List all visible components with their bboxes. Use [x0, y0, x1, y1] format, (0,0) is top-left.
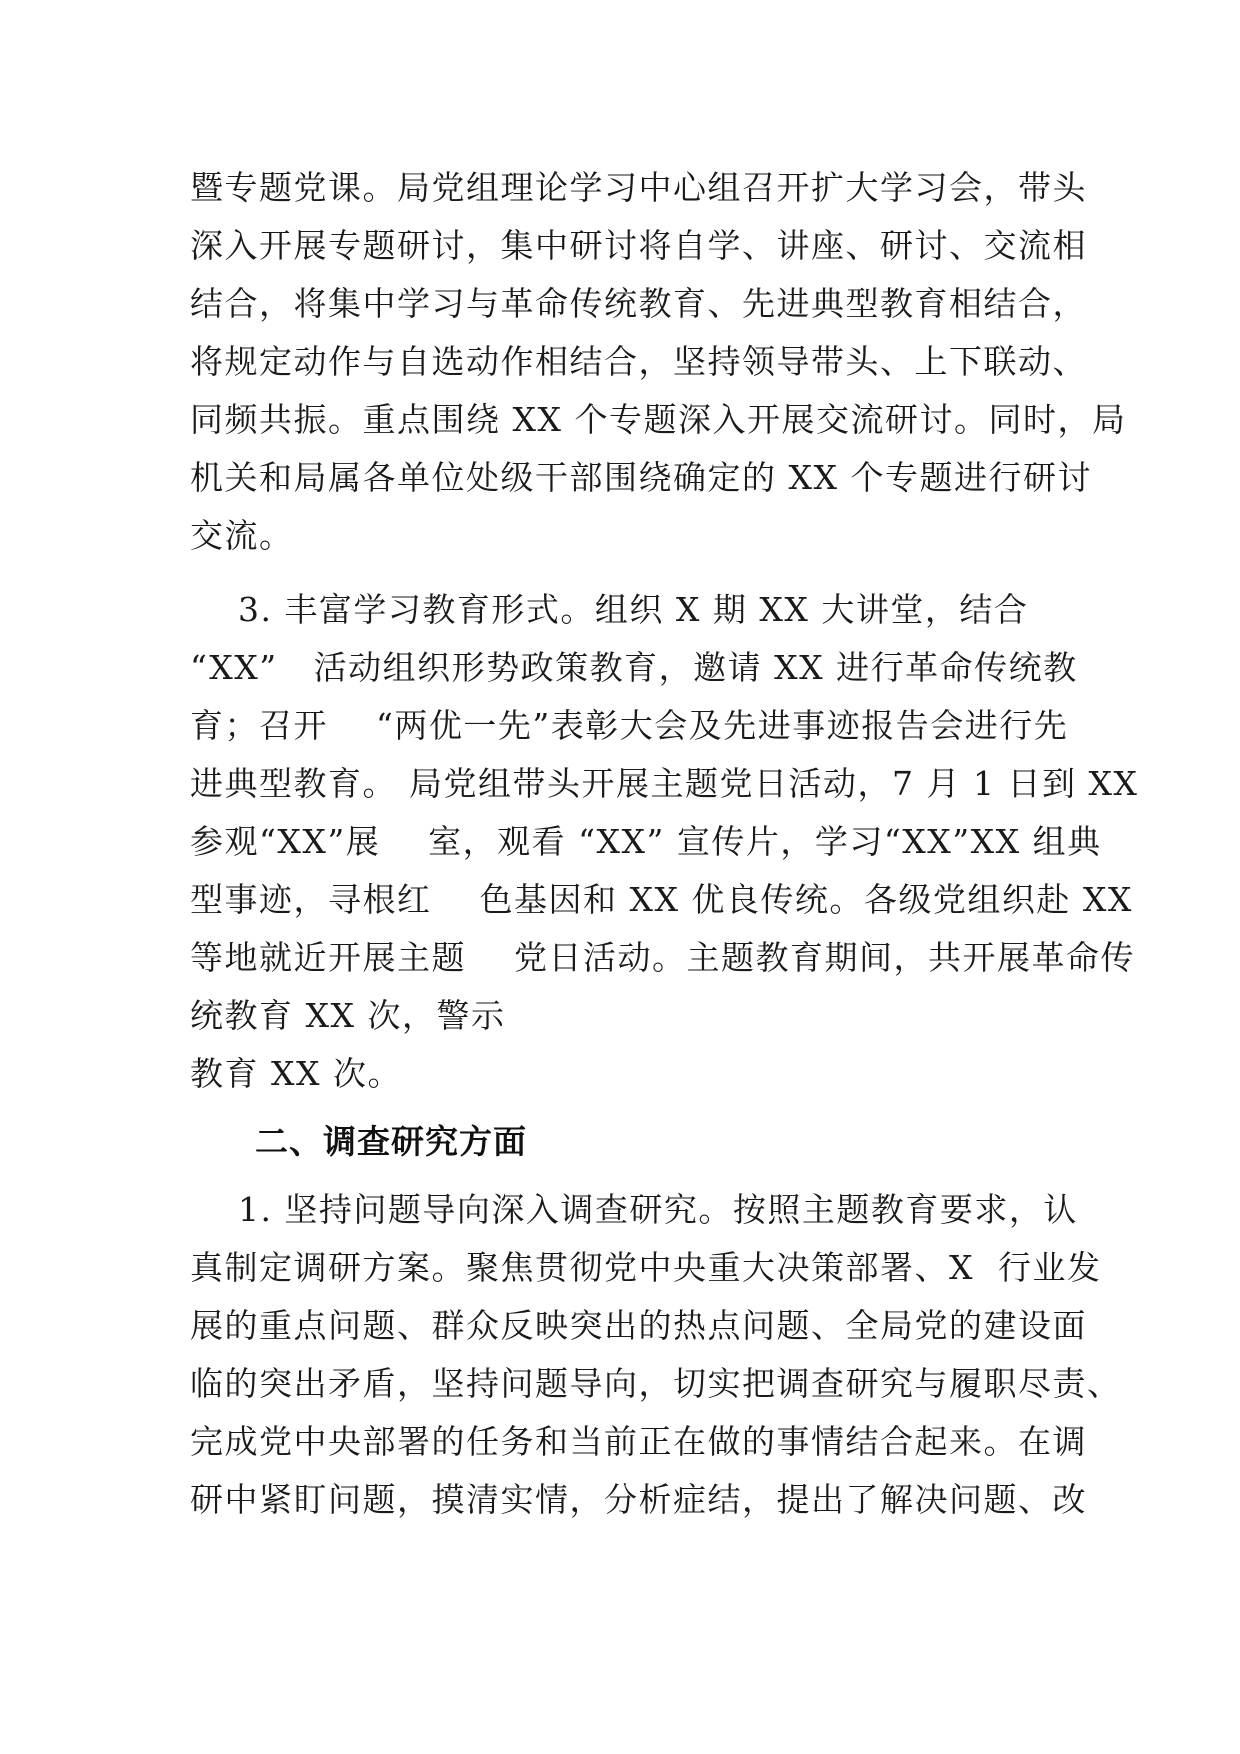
text-line: 等地就近开展主题 党日活动。主题教育期间，共开展革命传: [190, 938, 1135, 977]
text-line: 3. 丰富学习教育形式。组织 X 期 XX 大讲堂，结合: [190, 590, 1029, 629]
text-line: 将规定动作与自选动作相结合，坚持领导带头、上下联动、: [190, 342, 1087, 381]
text-line: 统教育 XX 次，警示: [190, 996, 506, 1035]
text-line: 1. 坚持问题导向深入调查研究。按照主题教育要求，认: [190, 1190, 1078, 1229]
text-line: 完成党中央部署的任务和当前正在做的事情结合起来。在调: [190, 1422, 1087, 1461]
text-line: 临的突出矛盾，坚持问题导向，切实把调查研究与履职尽责、: [190, 1364, 1122, 1403]
text-line: 交流。: [190, 516, 294, 555]
text-line: 教育 XX 次。: [190, 1054, 402, 1093]
text-line: 同频共振。重点围绕 XX 个专题深入开展交流研讨。同时，局: [190, 400, 1127, 439]
text-line: “XX” 活动组织形势政策教育，邀请 XX 进行革命传统教: [190, 648, 1078, 687]
text-line: 结合，将集中学习与革命传统教育、先进典型教育相结合，: [190, 284, 1087, 323]
section-heading: 二、调查研究方面: [255, 1122, 527, 1161]
text-line: 真制定调研方案。聚焦贯彻党中央重大决策部署、X 行业发: [190, 1248, 1102, 1287]
text-line: 展的重点问题、群众反映突出的热点问题、全局党的建设面: [190, 1306, 1087, 1345]
text-line: 暨专题党课。局党组理论学习中心组召开扩大学习会，带头: [190, 168, 1087, 207]
text-line: 研中紧盯问题，摸清实情，分析症结，提出了解决问题、改: [190, 1480, 1087, 1519]
text-line: 育；召开 “两优一先”表彰大会及先进事迹报告会进行先: [190, 706, 1069, 745]
text-line: 型事迹，寻根红 色基因和 XX 优良传统。各级党组织赴 XX: [190, 880, 1133, 919]
text-line: 进典型教育。 局党组带头开展主题党日活动，7 月 1 日到 XX: [190, 764, 1139, 803]
text-line: 参观“XX”展 室，观看 “XX” 宣传片，学习“XX”XX 组典: [190, 822, 1102, 861]
text-line: 深入开展专题研讨，集中研讨将自学、讲座、研讨、交流相: [190, 226, 1087, 265]
text-line: 机关和局属各单位处级干部围绕确定的 XX 个专题进行研讨: [190, 458, 1092, 497]
